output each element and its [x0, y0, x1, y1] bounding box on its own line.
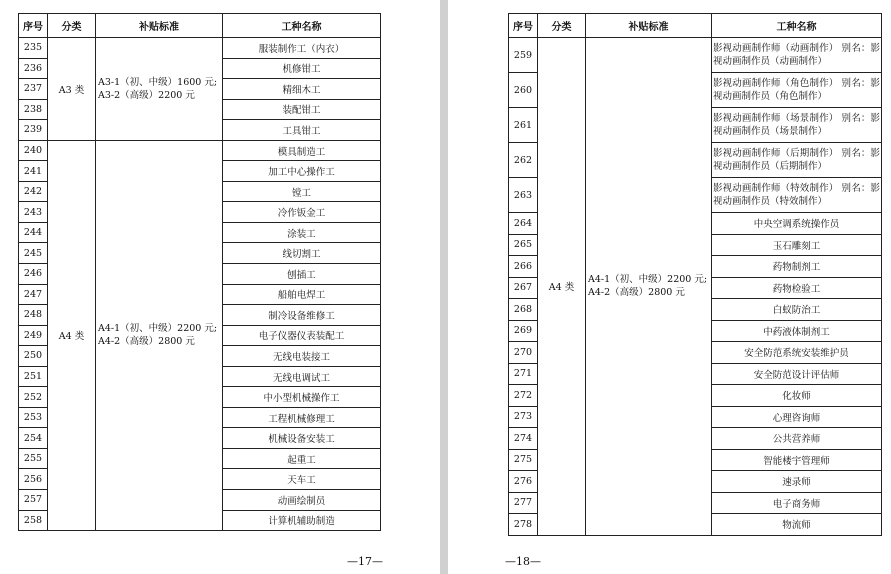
job-name: 中央空调系统操作员 — [712, 213, 882, 235]
row-number: 236 — [19, 58, 48, 79]
row-number: 251 — [19, 366, 48, 387]
job-name: 中药液体制剂工 — [712, 320, 882, 342]
row-number: 276 — [509, 471, 538, 493]
job-name: 心理咨询师 — [712, 406, 882, 428]
category-cell: A4 类 — [48, 140, 96, 530]
job-name: 影视动画制作师（角色制作） 别名：影视动画制作员（角色制作） — [712, 73, 882, 108]
job-name: 涂装工 — [223, 222, 381, 243]
row-number: 275 — [509, 449, 538, 471]
table-row — [19, 38, 381, 59]
job-name: 白蚁防治工 — [712, 299, 882, 321]
job-name: 电子商务师 — [712, 492, 882, 514]
job-name: 船舶电焊工 — [223, 284, 381, 305]
row-number: 248 — [19, 305, 48, 326]
row-number: 244 — [19, 222, 48, 243]
table-header-row — [19, 14, 381, 38]
job-name: 机械设备安装工 — [223, 428, 381, 449]
job-name: 安全防范设计评估师 — [712, 363, 882, 385]
job-name: 制冷设备维修工 — [223, 305, 381, 326]
job-name: 影视动画制作师（动画制作） 别名：影视动画制作员（动画制作） — [712, 38, 882, 73]
job-name: 物流师 — [712, 514, 882, 536]
row-number: 247 — [19, 284, 48, 305]
job-name: 速录师 — [712, 471, 882, 493]
job-name: 化妆师 — [712, 385, 882, 407]
subsidy-standard-line: A4-2（高级）2800 元 — [98, 336, 195, 348]
row-number: 270 — [509, 342, 538, 364]
job-name: 工程机械修理工 — [223, 407, 381, 428]
job-name: 机修钳工 — [223, 58, 381, 79]
row-number: 257 — [19, 490, 48, 511]
row-number: 260 — [509, 73, 538, 108]
job-name: 玉石雕刻工 — [712, 234, 882, 256]
row-number: 238 — [19, 99, 48, 120]
job-name: 影视动画制作师（后期制作） 别名：影视动画制作员（后期制作） — [712, 143, 882, 178]
job-name: 无线电装接工 — [223, 346, 381, 367]
row-number: 242 — [19, 181, 48, 202]
row-number: 266 — [509, 256, 538, 278]
subsidy-standard-line: A3-2（高级）2200 元 — [98, 89, 195, 101]
subsidy-standard-cell — [96, 38, 223, 141]
job-name: 线切割工 — [223, 243, 381, 264]
job-name: 刨插工 — [223, 264, 381, 285]
header-subsidy: 补贴标准 — [96, 14, 223, 38]
row-number: 263 — [509, 178, 538, 213]
job-name: 无线电调试工 — [223, 366, 381, 387]
job-name: 公共营养师 — [712, 428, 882, 450]
job-name: 影视动画制作师（场景制作） 别名：影视动画制作员（场景制作） — [712, 108, 882, 143]
page-left — [0, 0, 440, 574]
row-number: 249 — [19, 325, 48, 346]
row-number: 265 — [509, 234, 538, 256]
row-number: 269 — [509, 320, 538, 342]
job-name: 计算机辅助制造 — [223, 510, 381, 531]
table-row — [509, 38, 882, 73]
row-number: 261 — [509, 108, 538, 143]
header-category: 分类 — [48, 14, 96, 38]
row-number: 252 — [19, 387, 48, 408]
row-number: 246 — [19, 264, 48, 285]
subsidy-standard-line: A3-1（初、中级）1600 元; — [98, 76, 218, 88]
row-number: 262 — [509, 143, 538, 178]
job-name: 加工中心操作工 — [223, 161, 381, 182]
job-name: 影视动画制作师（特效制作） 别名：影视动画制作员（特效制作） — [712, 178, 882, 213]
header-job: 工种名称 — [712, 14, 882, 38]
header-no: 序号 — [509, 14, 538, 38]
job-name: 冷作钣金工 — [223, 202, 381, 223]
subsidy-standard-line: A4-1（初、中级）2200 元; — [98, 323, 218, 335]
job-name: 智能楼宇管理师 — [712, 449, 882, 471]
row-number: 267 — [509, 277, 538, 299]
job-name: 精细木工 — [223, 79, 381, 100]
header-category: 分类 — [538, 14, 586, 38]
job-name: 动画绘制员 — [223, 490, 381, 511]
row-number: 277 — [509, 492, 538, 514]
row-number: 255 — [19, 448, 48, 469]
subsidy-standard-cell — [96, 140, 223, 530]
job-name: 服装制作工（内衣） — [223, 38, 381, 59]
page-number: —18— — [505, 555, 541, 568]
row-number: 272 — [509, 385, 538, 407]
category-cell: A4 类 — [538, 38, 586, 536]
row-number: 245 — [19, 243, 48, 264]
page-right — [448, 0, 891, 574]
row-number: 253 — [19, 407, 48, 428]
category-cell: A3 类 — [48, 38, 96, 141]
row-number: 239 — [19, 120, 48, 141]
header-no: 序号 — [19, 14, 48, 38]
page-number: —17— — [347, 555, 383, 568]
job-name: 装配钳工 — [223, 99, 381, 120]
row-number: 268 — [509, 299, 538, 321]
row-number: 250 — [19, 346, 48, 367]
row-number: 241 — [19, 161, 48, 182]
job-name: 安全防范系统安装维护员 — [712, 342, 882, 364]
row-number: 273 — [509, 406, 538, 428]
row-number: 243 — [19, 202, 48, 223]
table-header-row — [509, 14, 882, 38]
row-number: 256 — [19, 469, 48, 490]
job-name: 电子仪器仪表装配工 — [223, 325, 381, 346]
row-number: 237 — [19, 79, 48, 100]
header-subsidy: 补贴标准 — [586, 14, 712, 38]
subsidy-table-right — [508, 13, 882, 536]
row-number: 259 — [509, 38, 538, 73]
subsidy-standard-line: A4-1（初、中级）2200 元; — [588, 274, 708, 286]
job-name: 药物检验工 — [712, 277, 882, 299]
subsidy-table-left — [18, 13, 381, 531]
subsidy-standard-line: A4-2（高级）2800 元 — [588, 287, 685, 299]
row-number: 254 — [19, 428, 48, 449]
job-name: 镗工 — [223, 181, 381, 202]
page-gutter — [440, 0, 448, 574]
job-name: 天车工 — [223, 469, 381, 490]
row-number: 258 — [19, 510, 48, 531]
job-name: 模具制造工 — [223, 140, 381, 161]
table-row — [19, 140, 381, 161]
subsidy-standard-cell — [586, 38, 712, 536]
row-number: 274 — [509, 428, 538, 450]
job-name: 药物制剂工 — [712, 256, 882, 278]
job-name: 起重工 — [223, 448, 381, 469]
row-number: 235 — [19, 38, 48, 59]
row-number: 264 — [509, 213, 538, 235]
row-number: 271 — [509, 363, 538, 385]
job-name: 工具钳工 — [223, 120, 381, 141]
row-number: 240 — [19, 140, 48, 161]
row-number: 278 — [509, 514, 538, 536]
job-name: 中小型机械操作工 — [223, 387, 381, 408]
header-job: 工种名称 — [223, 14, 381, 38]
